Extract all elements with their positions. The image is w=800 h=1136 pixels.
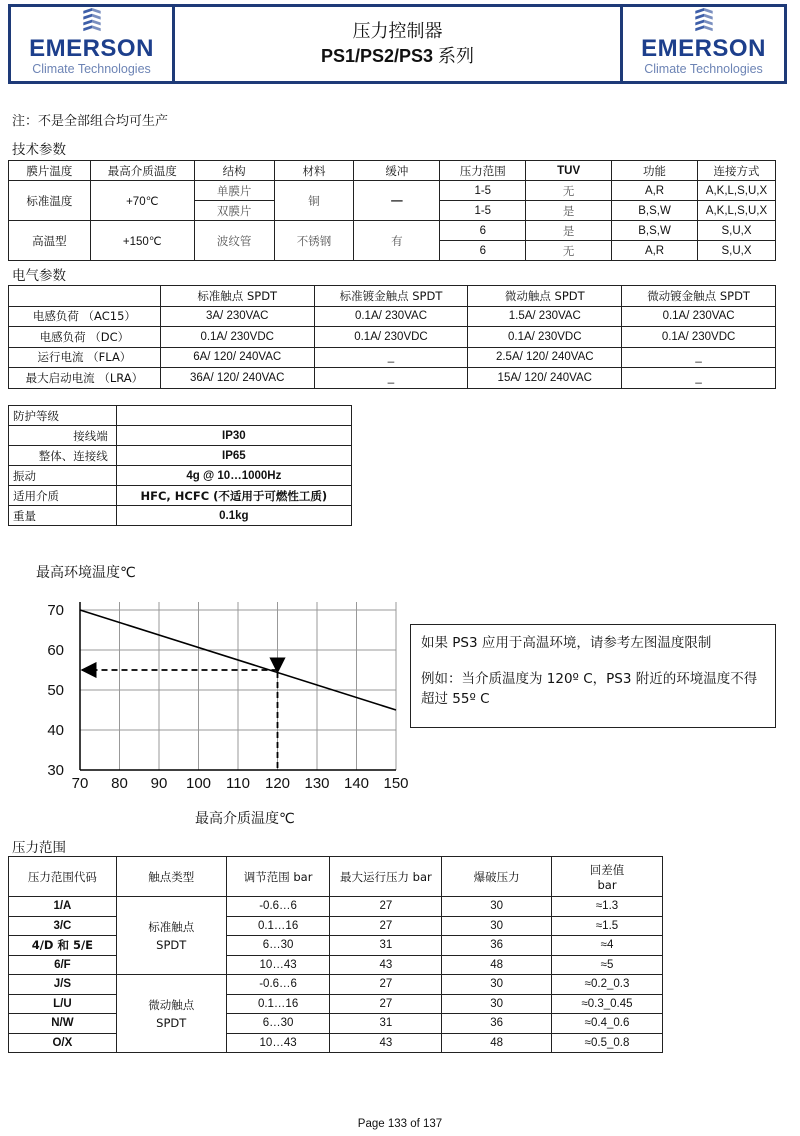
table-cell: 单膜片 — [194, 181, 274, 201]
table-cell: 48 — [442, 1033, 552, 1053]
table-cell: 无 — [526, 181, 612, 201]
table-cell: 标准温度 — [9, 181, 91, 221]
table-row — [9, 916, 663, 936]
table-cell: ≈1.5 — [552, 916, 663, 936]
row-label: 接线端 — [9, 426, 117, 446]
table-cell: _ — [622, 368, 776, 389]
header-cell: 功能 — [612, 161, 698, 181]
table-row — [9, 347, 776, 368]
row-label: 整体、连接线 — [9, 446, 117, 466]
header-cell: 爆破压力 — [442, 857, 552, 897]
table-cell: B,S,W — [612, 221, 698, 241]
x-tick-label: 70 — [71, 775, 89, 792]
row-label: 适用介质 — [9, 486, 117, 506]
table-cell: 3/C — [9, 916, 117, 936]
logo-subtitle: Climate Technologies — [644, 62, 763, 76]
x-tick-label: 80 — [111, 775, 128, 792]
emerson-emblem-icon — [691, 7, 717, 36]
table-cell: 10…43 — [226, 955, 330, 975]
x-tick-label: 120 — [264, 775, 291, 792]
table-cell: 27 — [330, 916, 442, 936]
table-cell: 0.1A/ 230VDC — [622, 327, 776, 348]
table-cell: 6A/ 120/ 240VAC — [160, 347, 314, 368]
x-tick-label: 130 — [304, 775, 330, 792]
row-label: 电感负荷 （DC） — [9, 327, 161, 348]
table-cell: 4/D 和 5/E — [9, 936, 117, 956]
table-cell: 0.1A/ 230VDC — [314, 327, 468, 348]
table-cell: 43 — [330, 1033, 442, 1053]
table-cell: IP30 — [116, 426, 351, 446]
y-tick-label: 50 — [47, 682, 64, 699]
header-cell: 回差值 bar — [552, 857, 663, 897]
row-label: 电感负荷 （AC15） — [9, 306, 161, 327]
table-cell: S,U,X — [697, 241, 775, 261]
table-cell: ≈5 — [552, 955, 663, 975]
header-cell: 膜片温度 — [9, 161, 91, 181]
info-line-2: 例如：当介质温度为 120º C，PS3 附近的环境温度不得超过 55º C — [421, 671, 758, 707]
table-cell: 27 — [330, 975, 442, 995]
table-cell: _ — [314, 368, 468, 389]
table-row — [9, 1014, 663, 1034]
table-cell: 0.1kg — [116, 506, 351, 526]
header-cell: 调节范围 bar — [226, 857, 330, 897]
table-cell: 43 — [330, 955, 442, 975]
table-cell: 双膜片 — [194, 201, 274, 221]
table-cell: 36 — [442, 936, 552, 956]
table-cell: 30 — [442, 975, 552, 995]
table-cell: 是 — [526, 221, 612, 241]
table-cell: J/S — [9, 975, 117, 995]
header-cell: 压力范围代码 — [9, 857, 117, 897]
table-row — [9, 327, 776, 348]
table-row — [9, 975, 663, 995]
table-cell: 0.1…16 — [226, 916, 330, 936]
table-cell: 0.1A/ 230VDC — [160, 327, 314, 348]
title-cn: 压力控制器 — [352, 20, 443, 42]
table-row — [9, 426, 352, 446]
title-model: PS1/PS2/PS3 系列 — [320, 45, 475, 67]
table-cell: 36 — [442, 1014, 552, 1034]
header-cell: 压力范围 — [440, 161, 526, 181]
table-cell: 31 — [330, 1014, 442, 1034]
table-row — [9, 406, 352, 426]
chart-title: 最高环境温度℃ — [36, 565, 136, 581]
table-cell: 36A/ 120/ 240VAC — [160, 368, 314, 389]
table-cell: 6 — [440, 221, 526, 241]
x-tick-label: 100 — [185, 775, 212, 792]
table-cell: -0.6…6 — [226, 975, 330, 995]
header-cell: 材料 — [274, 161, 354, 181]
table-cell: S,U,X — [697, 221, 775, 241]
table-cell: 27 — [330, 994, 442, 1014]
table-cell: 6 — [440, 241, 526, 261]
row-label: 运行电流 （FLA） — [9, 347, 161, 368]
x-tick-label: 110 — [226, 775, 250, 792]
table-cell: 0.1A/ 230VDC — [468, 327, 622, 348]
page-title — [175, 7, 620, 81]
table-cell: 4g @ 10…1000Hz — [116, 466, 351, 486]
table-cell: 15A/ 120/ 240VAC — [468, 368, 622, 389]
table-cell: 0.1A/ 230VAC — [314, 306, 468, 327]
table-cell: 30 — [442, 916, 552, 936]
table-cell: ≈0.4_0.6 — [552, 1014, 663, 1034]
table-row — [9, 466, 352, 486]
table-cell: 30 — [442, 994, 552, 1014]
header-cell: 微动镀金触点 SPDT — [622, 286, 776, 307]
page-footer: Page 133 of 137 — [357, 1118, 443, 1130]
header-cell: 缓冲 — [354, 161, 440, 181]
header-cell: 触点类型 — [116, 857, 226, 897]
table-row — [9, 1033, 663, 1053]
table-cell: 有 — [354, 221, 440, 261]
table-row — [9, 936, 663, 956]
table-cell: +70℃ — [90, 181, 194, 221]
section-title-elec: 电气参数 — [12, 268, 66, 284]
y-tick-label: 70 — [47, 602, 64, 619]
header-cell: 最大运行压力 bar — [330, 857, 442, 897]
table-cell: +150℃ — [90, 221, 194, 261]
header-cell: 标准触点 SPDT — [160, 286, 314, 307]
section-title-pressure: 压力范围 — [12, 840, 66, 856]
table-cell — [116, 406, 351, 426]
table-cell: 31 — [330, 936, 442, 956]
x-tick-label: 90 — [150, 775, 168, 792]
page-header — [8, 4, 787, 84]
table-cell: 48 — [442, 955, 552, 975]
table-cell: 1/A — [9, 897, 117, 917]
temperature-chart — [0, 590, 420, 805]
row-label: 重量 — [9, 506, 117, 526]
table-row — [9, 181, 776, 201]
header-cell: 结构 — [194, 161, 274, 181]
table-cell: A,R — [612, 181, 698, 201]
header-cell: 最高介质温度 — [90, 161, 194, 181]
emerson-emblem-icon — [79, 7, 105, 36]
info-box — [410, 624, 776, 728]
table-cell: 不锈钢 — [274, 221, 354, 261]
chart-xlabel: 最高介质温度℃ — [195, 811, 295, 827]
table-cell: _ — [622, 347, 776, 368]
info-line-1: 如果 PS3 应用于高温环境，请参考左图温度限制 — [421, 635, 712, 651]
header-cell: 标准镀金触点 SPDT — [314, 286, 468, 307]
emerson-logo-left — [11, 7, 175, 81]
table-cell: 6…30 — [226, 1014, 330, 1034]
header-cell: 微动触点 SPDT — [468, 286, 622, 307]
table-cell: 27 — [330, 897, 442, 917]
x-tick-label: 150 — [383, 775, 409, 792]
y-tick-label: 30 — [47, 762, 64, 779]
row-label: 防护等级 — [9, 406, 117, 426]
table-cell: -0.6…6 — [226, 897, 330, 917]
table-cell: 是 — [526, 201, 612, 221]
table-row — [9, 221, 776, 241]
header-cell: TUV — [526, 161, 612, 181]
section-title-tech: 技术参数 — [12, 142, 66, 158]
table-cell: ≈0.3_0.45 — [552, 994, 663, 1014]
contact-type-cell: 微动触点 SPDT — [116, 975, 226, 1053]
table-cell: _ — [314, 347, 468, 368]
table-row — [9, 368, 776, 389]
table-cell: 1.5A/ 230VAC — [468, 306, 622, 327]
logo-subtitle: Climate Technologies — [32, 62, 151, 76]
protection-table — [8, 405, 352, 526]
table-cell: L/U — [9, 994, 117, 1014]
table-cell: ≈1.3 — [552, 897, 663, 917]
table-cell: 1-5 — [440, 201, 526, 221]
table-cell: B,S,W — [612, 201, 698, 221]
y-tick-label: 40 — [47, 722, 64, 739]
x-tick-label: 140 — [343, 775, 370, 792]
pressure-range-table — [8, 856, 663, 1053]
contact-type-cell: 标准触点 SPDT — [116, 897, 226, 975]
y-tick-label: 60 — [47, 642, 64, 659]
table-cell: 波纹管 — [194, 221, 274, 261]
table-cell: IP65 — [116, 446, 351, 466]
table-row — [9, 446, 352, 466]
table-cell: N/W — [9, 1014, 117, 1034]
table-cell: 铜 — [274, 181, 354, 221]
table-cell: O/X — [9, 1033, 117, 1053]
header-cell — [9, 286, 161, 307]
tech-params-table — [8, 160, 776, 261]
table-row — [9, 994, 663, 1014]
table-cell: 高温型 — [9, 221, 91, 261]
table-cell: 30 — [442, 897, 552, 917]
header-cell: 连接方式 — [697, 161, 775, 181]
availability-note: 注：不是全部组合均可生产 — [12, 114, 169, 129]
table-row — [9, 955, 663, 975]
row-label: 振动 — [9, 466, 117, 486]
table-header-row — [9, 161, 776, 181]
table-row — [9, 306, 776, 327]
table-cell: ≈4 — [552, 936, 663, 956]
table-header-row — [9, 857, 663, 897]
table-header-row — [9, 286, 776, 307]
electrical-params-table — [8, 285, 776, 389]
emerson-logo-right — [620, 7, 784, 81]
table-cell: 6/F — [9, 955, 117, 975]
table-cell: ≈0.5_0.8 — [552, 1033, 663, 1053]
table-cell: A,K,L,S,U,X — [697, 201, 775, 221]
logo-name: EMERSON — [641, 35, 766, 62]
table-cell: 0.1A/ 230VAC — [622, 306, 776, 327]
table-cell: ≈0.2_0.3 — [552, 975, 663, 995]
table-cell: 2.5A/ 120/ 240VAC — [468, 347, 622, 368]
table-cell: 0.1…16 — [226, 994, 330, 1014]
table-cell: — — [354, 181, 440, 221]
table-cell: HFC, HCFC (不适用于可燃性工质) — [116, 486, 351, 506]
table-cell: A,K,L,S,U,X — [697, 181, 775, 201]
table-cell: 3A/ 230VAC — [160, 306, 314, 327]
table-cell: 无 — [526, 241, 612, 261]
table-cell: A,R — [612, 241, 698, 261]
table-cell: 1-5 — [440, 181, 526, 201]
table-cell: 10…43 — [226, 1033, 330, 1053]
table-row — [9, 486, 352, 506]
logo-name: EMERSON — [29, 35, 154, 62]
table-row — [9, 506, 352, 526]
table-cell: 6…30 — [226, 936, 330, 956]
table-row — [9, 897, 663, 917]
row-label: 最大启动电流 （LRA） — [9, 368, 161, 389]
